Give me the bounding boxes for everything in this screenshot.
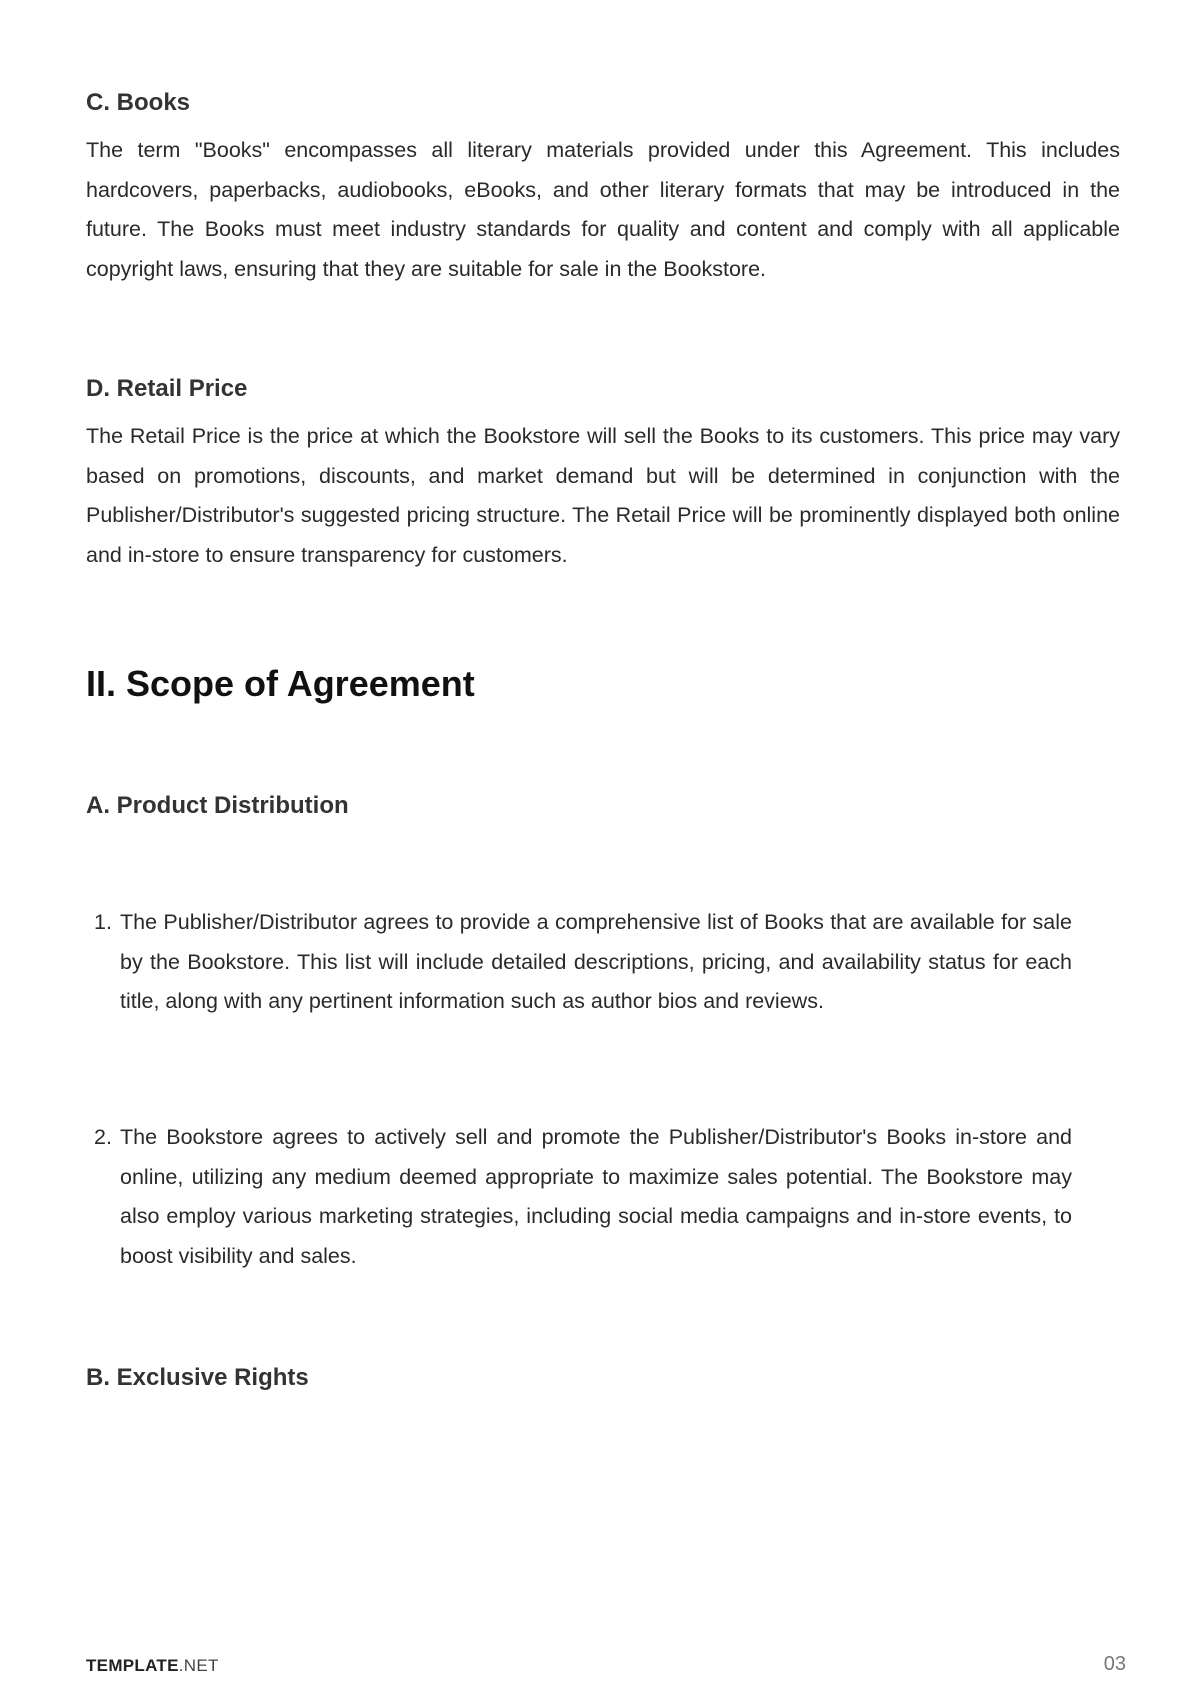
- brand-name-bold: TEMPLATE: [86, 1656, 179, 1675]
- section-body-retail-price: The Retail Price is the price at which the Bookstore will sell the Books to its customers. This price may vary based on promotions, discounts, and market demand but will be determined in conjunction with the Publisher/Distributor's suggested pricing structure. The Retail Price will be prominently displayed both online and in-store to ensure transparency for customers.: [86, 424, 1120, 567]
- subsection-heading-product-distribution: A. Product Distribution: [86, 792, 349, 819]
- list-item-number: 2.: [94, 1125, 112, 1149]
- list-item: [86, 903, 1072, 1022]
- brand-name-suffix: .NET: [178, 1656, 219, 1675]
- footer-brand-logo: [86, 1656, 219, 1676]
- subsection-heading-exclusive-rights: B. Exclusive Rights: [86, 1364, 309, 1391]
- section-heading-books: C. Books: [86, 89, 191, 116]
- list-item: [86, 1118, 1072, 1276]
- list-item-text: The Publisher/Distributor agrees to provide a comprehensive list of Books that are available for sale by the Bookstore. This list will include detailed descriptions, pricing, and availability status for each title, along with any pertinent information such as author bios and reviews.: [120, 910, 1072, 1013]
- page-number: 03: [1103, 1653, 1126, 1675]
- list-item-number: 1.: [94, 910, 112, 934]
- section-body-books: The term "Books" encompasses all literary materials provided under this Agreement. This includes hardcovers, paperbacks, audiobooks, eBooks, and other literary formats that may be introduced in the future. The Books must meet industry standards for quality and content and comply with all applicable copyright laws, ensuring that they are suitable for sale in the Bookstore.: [86, 138, 1120, 281]
- list-item-text: The Bookstore agrees to actively sell and promote the Publisher/Distributor's Books in-store and online, utilizing any medium deemed appropriate to maximize sales potential. The Bookstore may also employ various marketing strategies, including social media campaigns and in-store events, to boost visibility and sales.: [120, 1125, 1072, 1268]
- section-title-scope: II. Scope of Agreement: [86, 663, 475, 704]
- section-heading-retail-price: D. Retail Price: [86, 375, 248, 402]
